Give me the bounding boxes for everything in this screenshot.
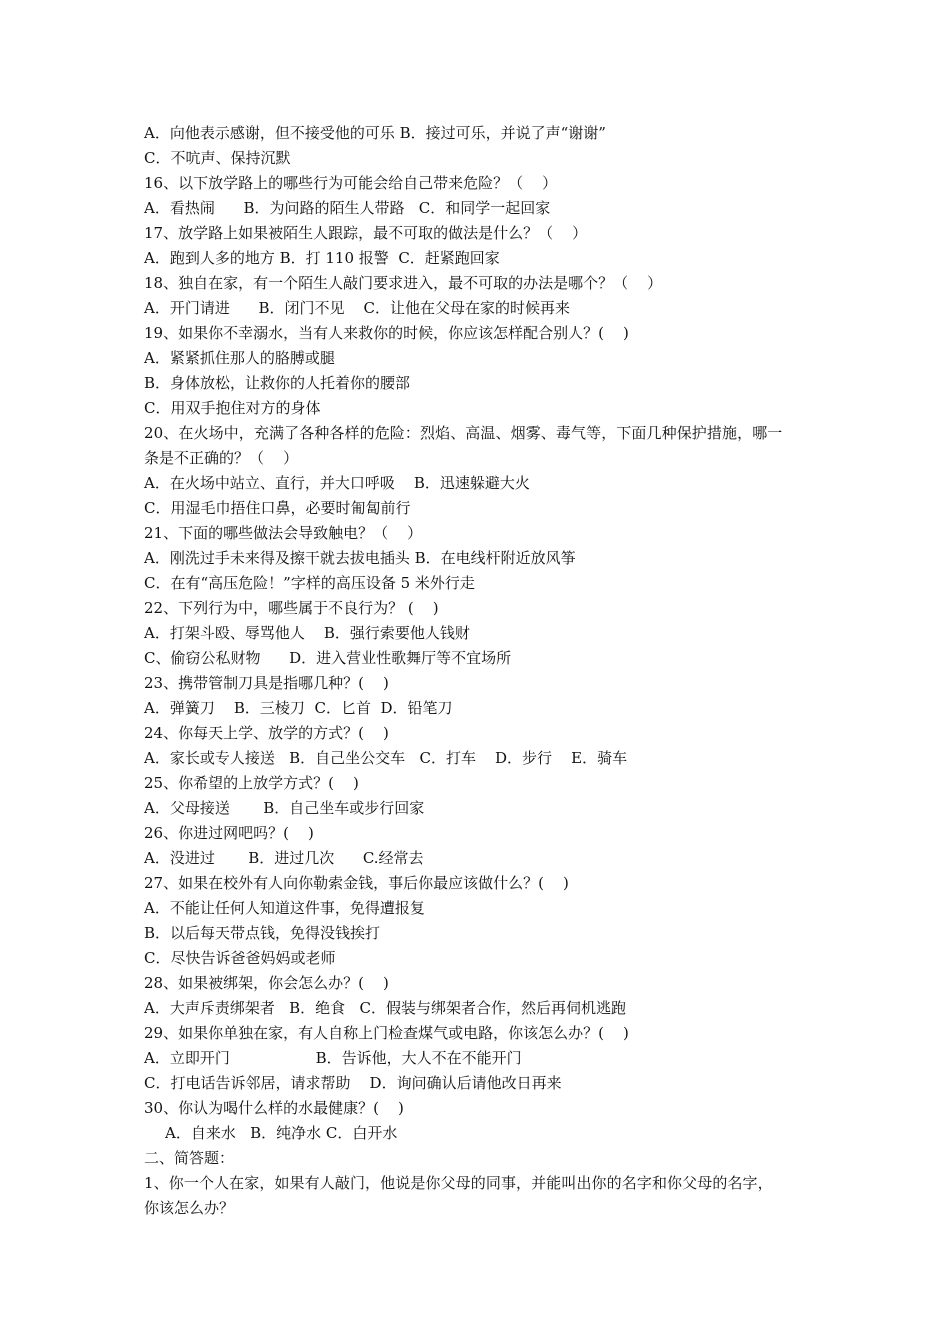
question-16: 16、以下放学路上的哪些行为可能会给自己带来危险？（ ） [144,174,558,192]
options-29-ab: A．立即开门 B．告诉他，大人不在不能开门 [144,1049,522,1067]
options-29-cd: C．打电话告诉邻居，请求帮助 D．询问确认后请他改日再来 [144,1074,562,1092]
options-28: A．大声斥责绑架者 B．绝食 C．假装与绑架者合作，然后再伺机逃跑 [144,999,626,1017]
option-19-c: C．用双手抱住对方的身体 [144,399,321,417]
options-20-ab: A．在火场中站立、直行，并大口呼吸 B．迅速躲避大火 [144,474,530,492]
question-23: 23、携带管制刀具是指哪几种？( ) [144,674,389,692]
question-21: 21、下面的哪些做法会导致触电？（ ） [144,524,423,542]
options-30: A．自来水 B．纯净水 C．白开水 [165,1124,398,1142]
question-19: 19、如果你不幸溺水，当有人来救你的时候，你应该怎样配合别人？( ) [144,324,629,342]
question-22: 22、下列行为中，哪些属于不良行为？ ( ) [144,599,439,617]
options-26: A．没进过 B．进过几次 C.经常去 [144,849,424,867]
options-24: A．家长或专人接送 B．自己坐公交车 C．打车 D．步行 E．骑车 [144,749,628,767]
question-27: 27、如果在校外有人向你勒索金钱，事后你最应该做什么？( ) [144,874,569,892]
options-23: A．弹簧刀 B．三棱刀 C．匕首 D．铅笔刀 [144,699,453,717]
options-18: A．开门请进 B．闭门不见 C．让他在父母在家的时候再来 [144,299,571,317]
option-27-c: C．尽快告诉爸爸妈妈或老师 [144,949,336,967]
options-22-cd: C、偷窃公私财物 D．进入营业性歌舞厅等不宜场所 [144,649,512,667]
short-answer-1-line-2: 你该怎么办？ [144,1199,235,1217]
option-19-a: A．紧紧抓住那人的胳膊或腿 [144,349,335,367]
option-21-c: C．在有“高压危险！”字样的高压设备 5 米外行走 [144,574,475,592]
option-20-c: C．用湿毛巾捂住口鼻，必要时匍匐前行 [144,499,411,517]
question-26: 26、你进过网吧吗？( ) [144,824,314,842]
section-heading: 二、简答题： [144,1149,235,1167]
options-16: A．看热闹 B．为问路的陌生人带路 C．和同学一起回家 [144,199,551,217]
options-21-ab: A．刚洗过手未来得及擦干就去拔电插头 B．在电线杆附近放风筝 [144,549,576,567]
options-25: A．父母接送 B．自己坐车或步行回家 [144,799,425,817]
options-17: A．跑到人多的地方 B．打 110 报警 C．赶紧跑回家 [144,249,500,267]
question-30: 30、你认为喝什么样的水最健康？( ) [144,1099,404,1117]
question-24: 24、你每天上学、放学的方式？( ) [144,724,389,742]
option-line: A．向他表示感谢，但不接受他的可乐 B．接过可乐，并说了声“谢谢” [144,124,606,142]
short-answer-1-line-1: 1、你一个人在家，如果有人敲门，他说是你父母的同事，并能叫出你的名字和你父母的名字， [144,1174,773,1192]
question-20-line-1: 20、在火场中，充满了各种各样的危险：烈焰、高温、烟雾、毒气等，下面几种保护措施，哪一 [144,424,783,442]
question-29: 29、如果你单独在家，有人自称上门检查煤气或电路，你该怎么办？( ) [144,1024,629,1042]
question-28: 28、如果被绑架，你会怎么办？( ) [144,974,389,992]
option-19-b: B．身体放松，让救你的人托着你的腰部 [144,374,411,392]
option-line: C．不吭声、保持沉默 [144,149,291,167]
option-27-b: B．以后每天带点钱，免得没钱挨打 [144,924,381,942]
options-22-ab: A．打架斗殴、辱骂他人 B．强行索要他人钱财 [144,624,470,642]
question-18: 18、独自在家，有一个陌生人敲门要求进入，最不可取的办法是哪个？（ ） [144,274,663,292]
question-25: 25、你希望的上放学方式？( ) [144,774,359,792]
question-20-line-2: 条是不正确的？（ ） [144,449,299,467]
option-27-a: A．不能让任何人知道这件事，免得遭报复 [144,899,425,917]
question-17: 17、放学路上如果被陌生人跟踪，最不可取的做法是什么？（ ） [144,224,588,242]
